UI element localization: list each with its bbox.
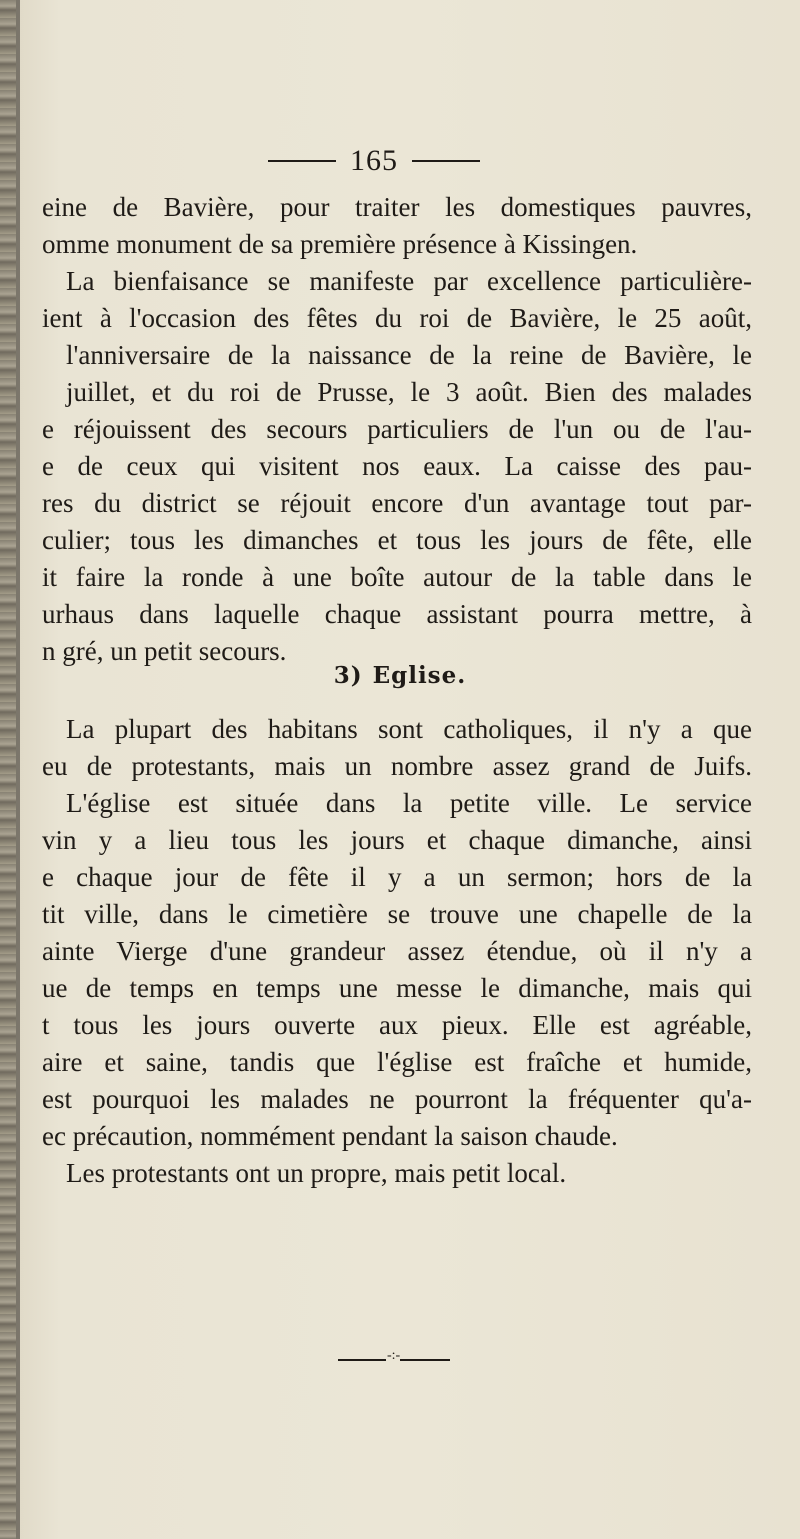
text-line: ainte Vierge d'une grandeur assez étendue, où il n'y a bbox=[42, 936, 752, 966]
text-line: tit ville, dans le cimetière se trouve une chapelle de la bbox=[42, 899, 752, 929]
text-line: ue de temps en temps une messe le dimanche, mais qui bbox=[42, 973, 752, 1003]
binding-shadow bbox=[16, 0, 20, 1539]
section-number: 3) bbox=[333, 662, 363, 689]
section-heading bbox=[0, 662, 800, 689]
text-line: e de ceux qui visitent nos eaux. La caisse des pau- bbox=[42, 451, 752, 481]
book-binding-edge bbox=[0, 0, 16, 1539]
text-line: n gré, un petit secours. bbox=[42, 636, 287, 666]
end-ornament bbox=[338, 1348, 450, 1366]
ornament-rule-left bbox=[338, 1359, 386, 1361]
text-line: t tous les jours ouverte aux pieux. Elle est agréable, bbox=[42, 1010, 752, 1040]
text-line: culier; tous les dimanches et tous les jours de fête, elle bbox=[42, 525, 752, 555]
text-line: est pourquoi les malades ne pourront la fréquenter qu'a- bbox=[42, 1084, 752, 1114]
text-line: La bienfaisance se manifeste par excellence particulière- bbox=[66, 266, 752, 296]
ornament-mark: -:- bbox=[387, 1348, 401, 1363]
text-line: eine de Bavière, pour traiter les domestiques pauvres, bbox=[42, 192, 752, 222]
text-line: juillet, et du roi de Prusse, le 3 août. Bien des malades bbox=[66, 377, 752, 407]
text-line: urhaus dans laquelle chaque assistant pourra mettre, à bbox=[42, 599, 752, 629]
section-title: Eglise. bbox=[372, 662, 467, 689]
page-number: 165 bbox=[350, 144, 398, 177]
page-header bbox=[0, 144, 800, 178]
text-line: ient à l'occasion des fêtes du roi de Bavière, le 25 août, bbox=[42, 303, 752, 333]
text-line: L'église est située dans la petite ville. Le service bbox=[66, 788, 752, 818]
text-line: it faire la ronde à une boîte autour de la table dans le bbox=[42, 562, 752, 592]
text-line: l'anniversaire de la naissance de la reine de Bavière, le bbox=[66, 340, 752, 370]
text-line: e chaque jour de fête il y a un sermon; hors de la bbox=[42, 862, 752, 892]
text-line: aire et saine, tandis que l'église est fraîche et humide, bbox=[42, 1047, 752, 1077]
text-line: ec précaution, nommément pendant la saison chaude. bbox=[42, 1121, 618, 1151]
text-line: omme monument de sa première présence à Kissingen. bbox=[42, 229, 638, 259]
text-line: vin y a lieu tous les jours et chaque dimanche, ainsi bbox=[42, 825, 752, 855]
text-line: Les protestants ont un propre, mais petit local. bbox=[66, 1158, 567, 1188]
text-line: res du district se réjouit encore d'un avantage tout par- bbox=[42, 488, 752, 518]
text-line: e réjouissent des secours particuliers de l'un ou de l'au- bbox=[42, 414, 752, 444]
text-line: La plupart des habitans sont catholiques, il n'y a que bbox=[66, 714, 752, 744]
header-rule-left bbox=[268, 160, 336, 162]
header-rule-right bbox=[412, 160, 480, 162]
ornament-rule-right bbox=[400, 1359, 450, 1361]
text-line: eu de protestants, mais un nombre assez grand de Juifs. bbox=[42, 751, 752, 781]
